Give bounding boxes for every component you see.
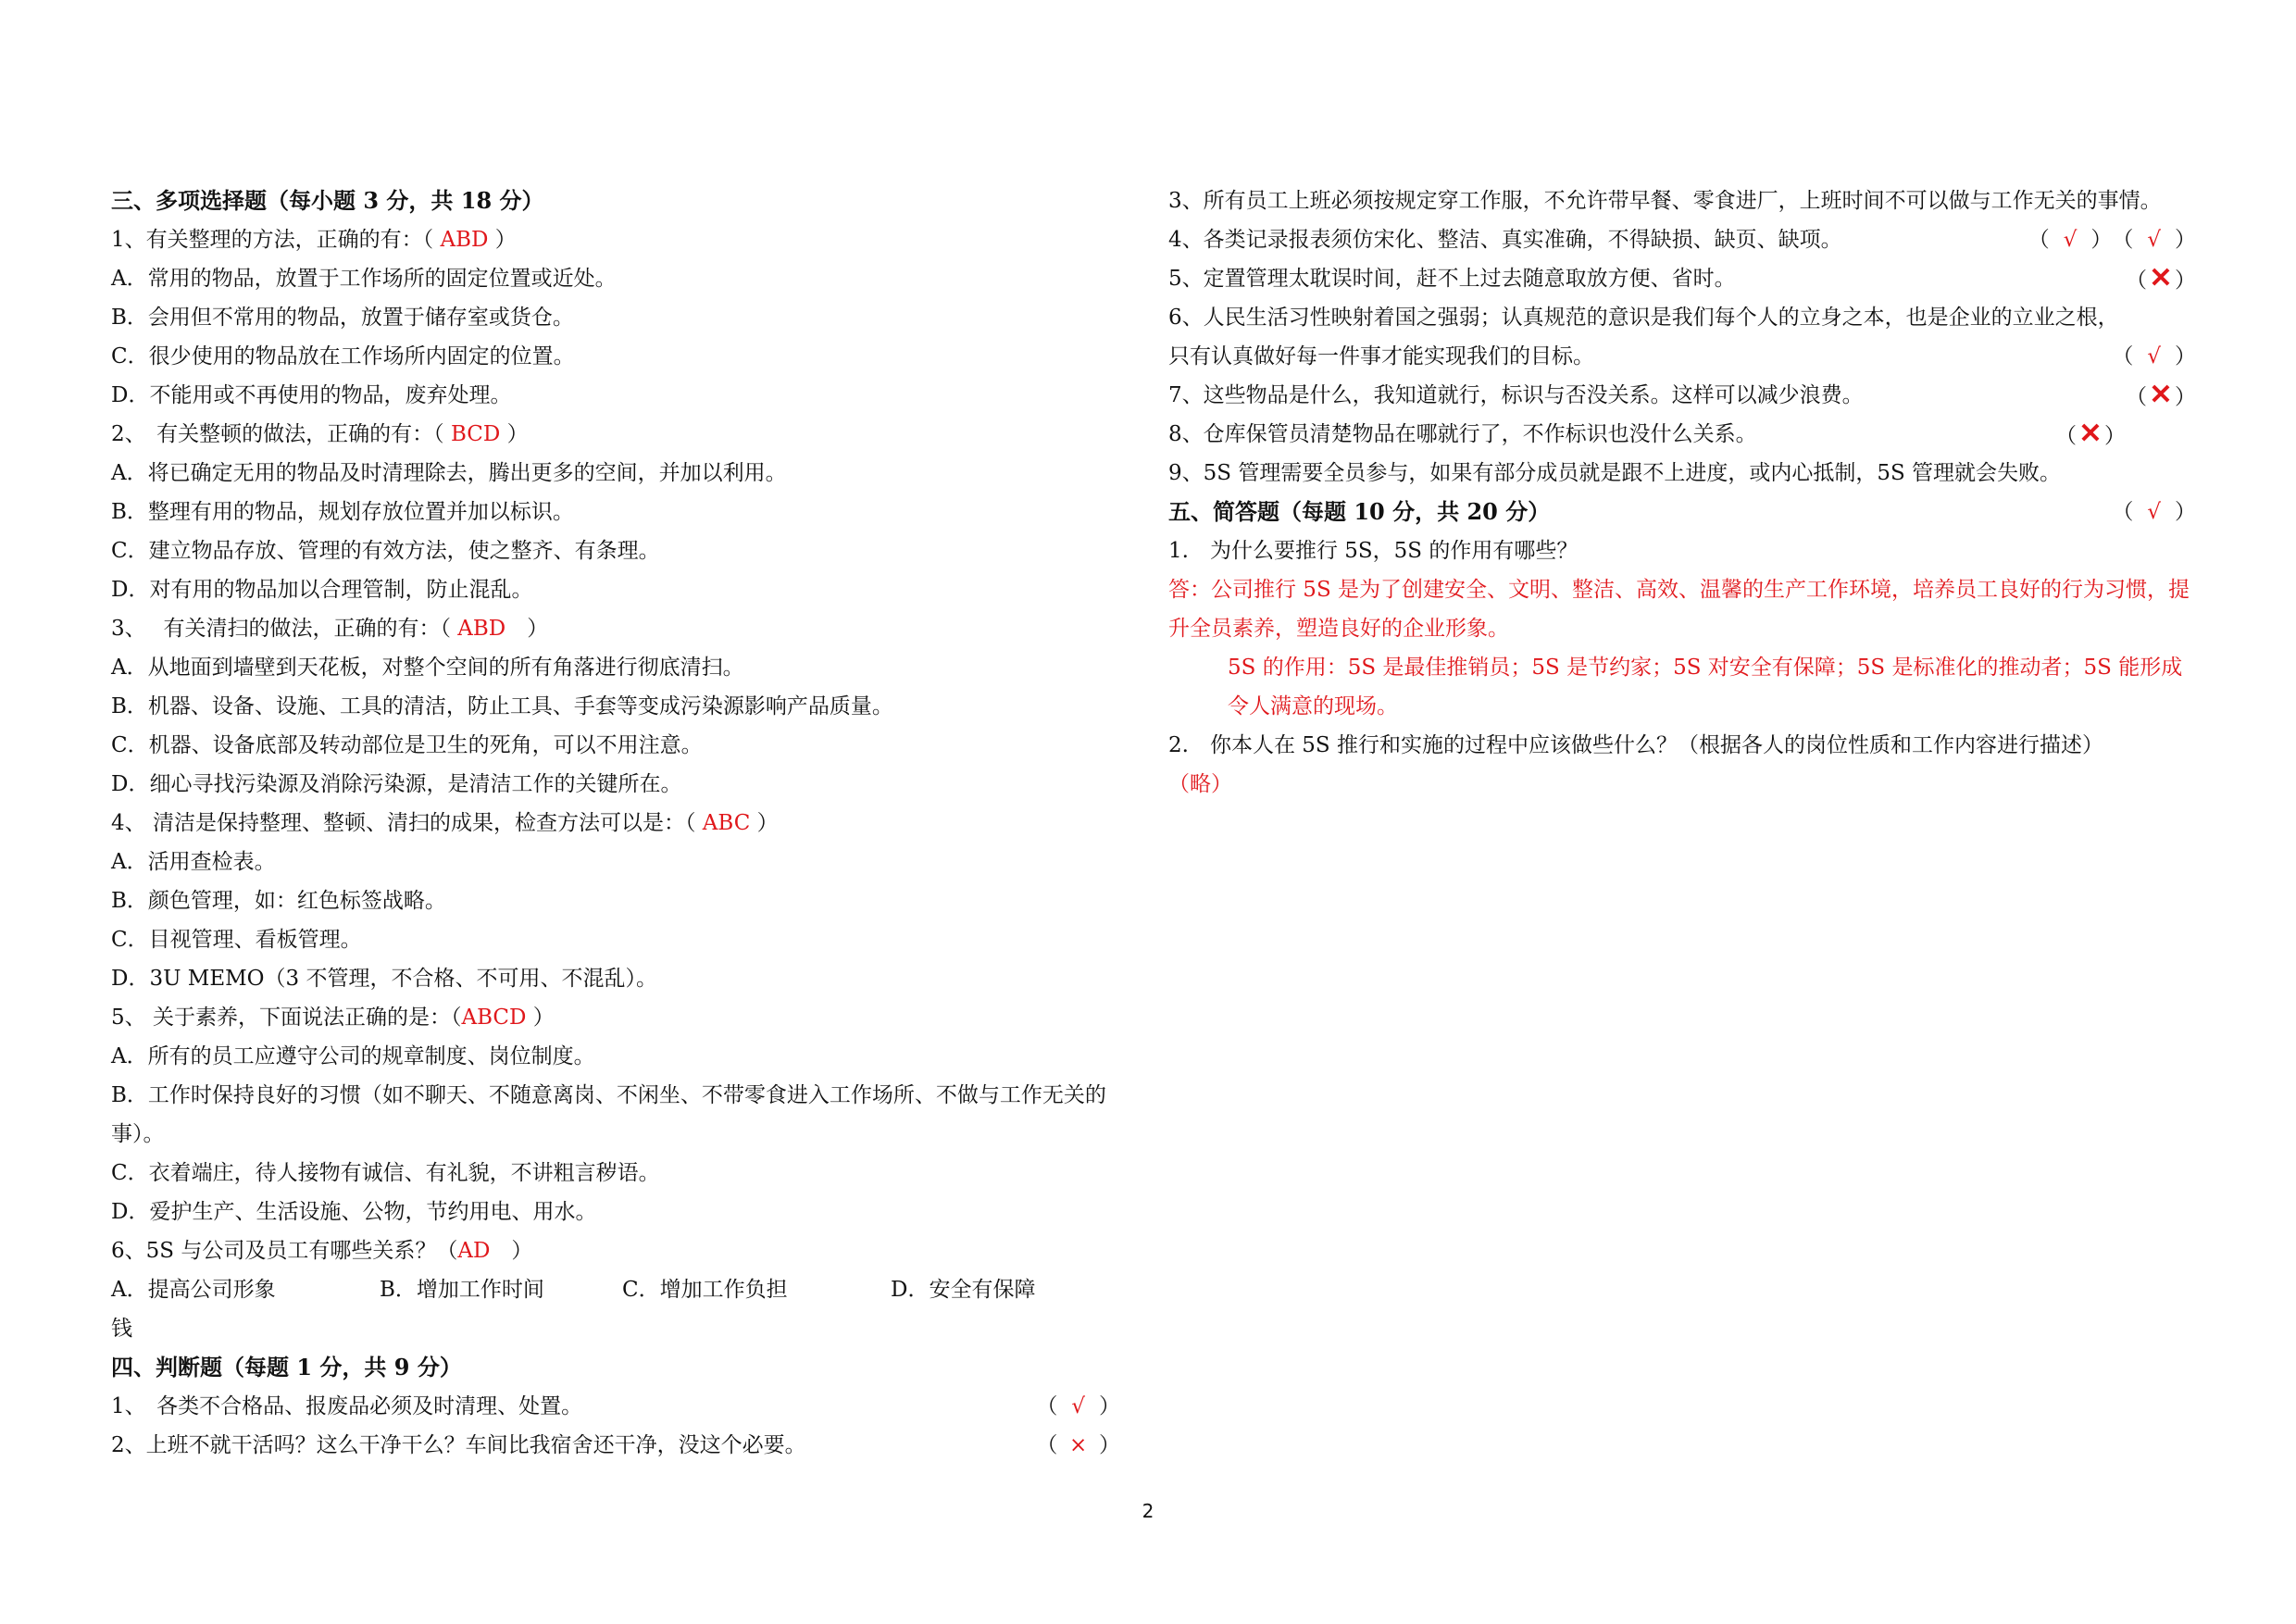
check-mark-icon: √ <box>2147 500 2162 524</box>
right-column <box>1168 181 2196 804</box>
q5-option-b: B．工作时保持良好的习惯（如不聊天、不随意离岗、不闲坐、不带零食进入工作场所、不做与工作无关的事）。 <box>111 1083 1106 1146</box>
q1-answer: ABD <box>440 228 489 252</box>
cross-mark-icon: ✕ <box>2149 379 2173 411</box>
q6-answer: AD <box>457 1239 491 1263</box>
check-mark-icon: √ <box>2147 228 2162 252</box>
q4-option-b: B．颜色管理，如：红色标签战略。 <box>111 889 446 913</box>
check-mark-icon: √ <box>2147 344 2162 369</box>
cross-mark-icon: ✕ <box>2078 418 2103 450</box>
page-number: 2 <box>1142 1500 1154 1522</box>
q3-option-a: A．从地面到墙壁到天花板，对整个空间的所有角落进行彻底清扫。 <box>111 656 744 680</box>
judgment-item: 8、仓库保管员清楚物品在哪就行了，不作标识也没什么关系。 （✕ ） <box>1168 415 2196 454</box>
short-answer-q1: 1. 为什么要推行 5S，5S 的作用有哪些？ <box>1168 539 1578 563</box>
cross-mark-icon: × <box>1069 1433 1088 1457</box>
q3-option-b: B．机器、设备、设施、工具的清洁，防止工具、手套等变成污染源影响产品质量。 <box>111 694 893 718</box>
judgment-item: 3、所有员工上班必须按规定穿工作服，不允许带早餐、零食进厂，上班时间不可以做与工作无关的事情。 （ √ ） <box>1168 181 2196 220</box>
q2-option-b: B．整理有用的物品，规划存放位置并加以标识。 <box>111 500 574 524</box>
short-answer-q2: 2. 你本人在 5S 推行和实施的过程中应该做些什么？（根据各人的岗位性质和工作内容进行描述） <box>1168 733 2103 757</box>
section5-title: 五、简答题（每题 10 分，共 20 分） <box>1168 498 1551 525</box>
q1-option-d: D．不能用或不再使用的物品，废弃处理。 <box>111 383 512 407</box>
short-answer-a1-effects: 5S 的作用：5S 是最佳推销员；5S 是节约家；5S 对安全有保障；5S 是标准化的推动者；5S 能形成令人满意的现场。 <box>1228 656 2183 718</box>
q4-option-d: D．3U MEMO（3 不管理，不合格、不可用、不混乱）。 <box>111 967 657 991</box>
section4-title: 四、判断题（每题 1 分，共 9 分） <box>111 1354 462 1380</box>
judgment-item: 2、上班不就干活吗？这么干净干么？车间比我宿舍还干净，没这个必要。 （ × ） <box>111 1426 1139 1465</box>
section3-title: 三、多项选择题（每小题 3 分，共 18 分） <box>111 187 544 214</box>
q3-stem: 3、 有关清扫的做法，正确的有：（ ABD ） <box>111 617 549 641</box>
cross-mark-icon: ✕ <box>2149 262 2173 294</box>
q6-stem: 6、5S 与公司及员工有哪些关系？（AD ） <box>111 1239 533 1263</box>
q2-option-c: C．建立物品存放、管理的有效方法，使之整齐、有条理。 <box>111 539 660 563</box>
q4-option-a: A．活用查检表。 <box>111 850 276 874</box>
check-mark-icon: √ <box>2063 228 2078 252</box>
q2-option-d: D．对有用的物品加以合理管制，防止混乱。 <box>111 578 533 602</box>
judgment-item: 9、5S 管理需要全员参与，如果有部分成员就是跟不上进度，或内心抵制，5S 管理就会失败。 （ √ ） <box>1168 454 2196 493</box>
check-mark-icon: √ <box>1071 1394 1086 1418</box>
q5-answer: ABCD <box>461 1006 527 1030</box>
q4-answer: ABC <box>702 811 751 835</box>
q6-option-a: A．提高公司形象 <box>111 1278 276 1302</box>
q3-option-d: D．细心寻找污染源及消除污染源，是清洁工作的关键所在。 <box>111 772 682 796</box>
q5-option-d: D．爱护生产、生活设施、公物，节约用电、用水。 <box>111 1200 597 1224</box>
q1-stem: 1、有关整理的方法，正确的有：（ ABD ） <box>111 228 517 252</box>
q2-option-a: A．将已确定无用的物品及时清理除去，腾出更多的空间，并加以利用。 <box>111 461 787 485</box>
q6-trailing-text: 钱 <box>111 1317 132 1341</box>
q6-option-d: D．安全有保障 <box>891 1278 1036 1302</box>
judgment-item: 4、各类记录报表须仿宋化、整洁、真实准确，不得缺损、缺页、缺项。 （ √ ） <box>1168 220 2196 259</box>
q3-option-c: C．机器、设备底部及转动部位是卫生的死角，可以不用注意。 <box>111 733 703 757</box>
q3-answer: ABD <box>457 617 506 641</box>
judgment-item: 6、人民生活习性映射着国之强弱；认真规范的意识是我们每个人的立身之本，也是企业的立业之根，只有认真做好每一件事才能实现我们的目标。 （ √ ） <box>1168 298 2196 376</box>
q5-option-a: A．所有的员工应遵守公司的规章制度、岗位制度。 <box>111 1044 595 1068</box>
judgment-item: 5、定置管理太耽误时间，赶不上过去随意取放方便、省时。 （✕ ） <box>1168 259 2196 298</box>
q1-option-c: C．很少使用的物品放在工作场所内固定的位置。 <box>111 344 575 369</box>
q6-option-c: C．增加工作负担 <box>622 1278 788 1302</box>
left-column <box>111 181 1139 1465</box>
q4-option-c: C．目视管理、看板管理。 <box>111 928 362 952</box>
short-answer-a1: 答：公司推行 5S 是为了创建安全、文明、整洁、高效、温馨的生产工作环境，培养员工良好的行为习惯，提升全员素养，塑造良好的企业形象。 <box>1168 578 2190 641</box>
q1-option-b: B．会用但不常用的物品，放置于储存室或货仓。 <box>111 306 574 330</box>
q5-stem: 5、 关于素养，下面说法正确的是：（ABCD ） <box>111 1006 555 1030</box>
q6-options <box>111 1270 1139 1309</box>
short-answer-a2: （略） <box>1168 772 1232 796</box>
q2-answer: BCD <box>450 422 501 446</box>
judgment-item: 7、这些物品是什么，我知道就行，标识与否没关系。这样可以减少浪费。 （✕ ） <box>1168 376 2196 415</box>
q6-option-b: B．增加工作时间 <box>380 1278 544 1302</box>
q4-stem: 4、 清洁是保持整理、整顿、清扫的成果，检查方法可以是：（ ABC ） <box>111 811 779 835</box>
judgment-item: 1、 各类不合格品、报废品必须及时清理、处置。 （ √ ） <box>111 1387 1139 1426</box>
q1-option-a: A．常用的物品，放置于工作场所的固定位置或近处。 <box>111 267 617 291</box>
q5-option-c: C．衣着端庄，待人接物有诚信、有礼貌，不讲粗言秽语。 <box>111 1161 660 1185</box>
q2-stem: 2、 有关整顿的做法，正确的有：（ BCD ） <box>111 422 529 446</box>
